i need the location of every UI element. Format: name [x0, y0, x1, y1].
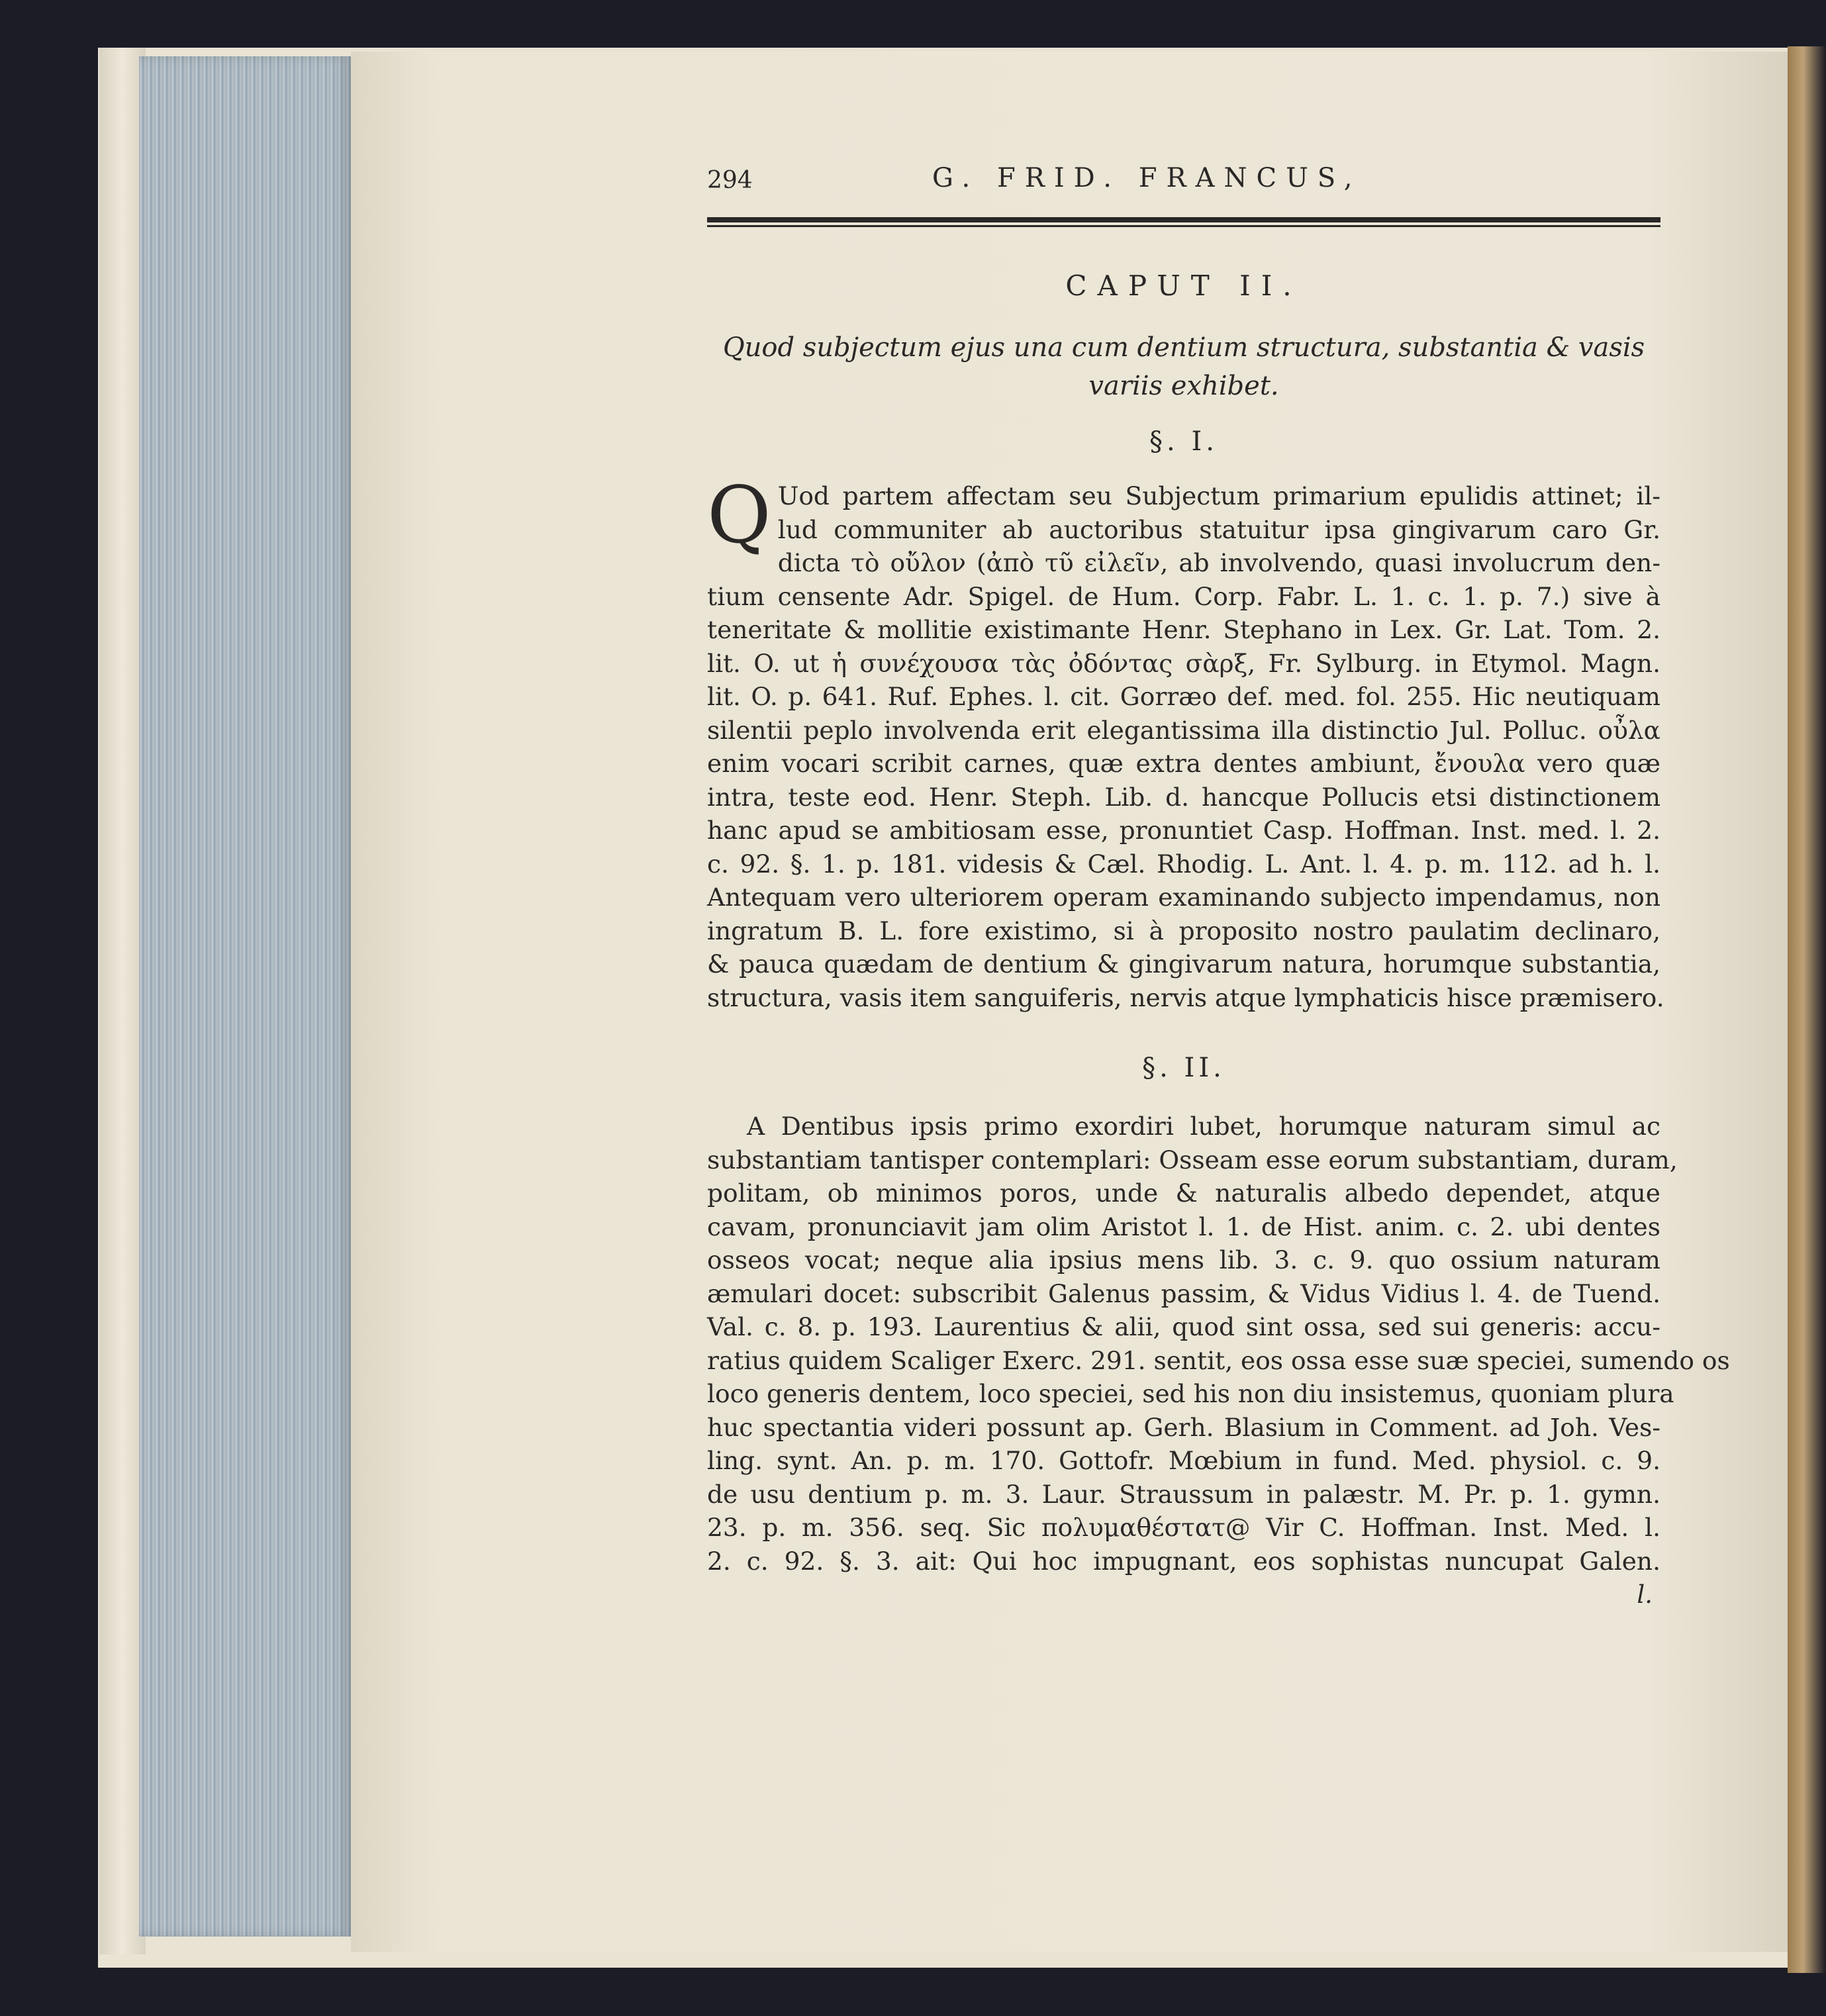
text-line: & pauca quædam de dentium & gingivarum natura, horumque substantia, — [707, 949, 1660, 979]
text-line: enim vocari scribit carnes, quæ extra dentes ambiunt, ἔνουλα vero quæ — [707, 749, 1660, 778]
chapter-heading: CAPUT II. — [1065, 269, 1302, 302]
text-line: silentii peplo involvenda erit elegantissima illa distinctio Jul. Polluc. οὖλα — [707, 715, 1660, 745]
chapter-subtitle — [707, 328, 1660, 405]
text-line: c. 92. §. 1. p. 181. videsis & Cæl. Rhodig. L. Ant. l. 4. p. m. 112. ad h. l. — [707, 849, 1660, 879]
text-line: ingratum B. L. fore existimo, si à proposito nostro paulatim declinaro, — [707, 916, 1660, 945]
text-line: lit. O. ut ἡ συνέχουσα τὰς ὀδόντας σὰρξ, Fr. Sylburg. in Etymol. Magn. — [707, 648, 1660, 678]
page-edges — [139, 56, 351, 1937]
running-title: G. FRID. FRANCUS, — [932, 163, 1362, 193]
paragraph-2 — [707, 1110, 1730, 1578]
subtitle-line: variis exhibet. — [1088, 371, 1279, 401]
text-line: ratius quidem Scaliger Exerc. 291. sentit, eos ossa esse suæ speciei, sumendo os — [707, 1345, 1730, 1375]
text-line: loco generis dentem, loco speciei, sed his non diu insistemus, quoniam plura — [707, 1379, 1674, 1408]
text-line: teneritate & mollitie existimante Henr. Stephano in Lex. Gr. Lat. Tom. 2. — [707, 615, 1660, 644]
running-head — [707, 159, 1660, 205]
text-line: ling. synt. An. p. m. 170. Gottofr. Mœbium in fund. Med. physiol. c. 9. — [707, 1446, 1660, 1475]
text-line: lud communiter ab auctoribus statuitur ipsa gingivarum caro Gr. — [777, 514, 1660, 544]
text-line: æmulari docet: subscribit Galenus passim, & Vidus Vidius l. 4. de Tuend. — [707, 1278, 1660, 1308]
drop-cap: Q — [707, 469, 771, 561]
text-line: politam, ob minimos poros, unde & naturalis albedo dependet, atque — [707, 1178, 1660, 1208]
page-content — [707, 159, 1730, 1609]
text-line: 2. c. 92. §. 3. ait: Qui hoc impugnant, eos sophistas nuncupat Galen. — [707, 1546, 1660, 1576]
head-rule-thick — [707, 217, 1660, 222]
text-line: de usu dentium p. m. 3. Laur. Straussum in palæstr. M. Pr. p. 1. gymn. — [707, 1479, 1660, 1509]
text-line: intra, teste eod. Henr. Steph. Lib. d. hancque Pollucis etsi distinctionem — [707, 782, 1660, 812]
catchword: l. — [1637, 1580, 1653, 1609]
subtitle-line: Quod subjectum ejus una cum dentium structura, substantia & vasis — [722, 332, 1645, 363]
text-line: hanc apud se ambitiosam esse, pronuntiet Casp. Hoffman. Inst. med. l. 2. — [707, 816, 1660, 845]
head-rule-thin — [707, 225, 1660, 227]
text-line: osseos vocat; neque alia ipsius mens lib. 3. c. 9. quo ossium naturam — [707, 1245, 1660, 1274]
text-line: 23. p. m. 356. seq. Sic πολυμαθέστατ@ Vir C. Hoffman. Inst. Med. l. — [707, 1513, 1660, 1542]
text-line: tium censente Adr. Spigel. de Hum. Corp. Fabr. L. 1. c. 1. p. 7.) sive à — [707, 581, 1660, 611]
text-line: Val. c. 8. p. 193. Laurentius & alii, quod sint ossa, sed sui generis: accu- — [707, 1312, 1660, 1341]
section-heading-2: §. II. — [1142, 1053, 1225, 1083]
text-line: huc spectantia videri possunt ap. Gerh. Blasium in Comment. ad Joh. Ves- — [707, 1412, 1660, 1442]
book-binding-edge — [1788, 46, 1826, 1973]
text-line: Uod partem affectam seu Subjectum primarium epulidis attinet; il- — [777, 481, 1660, 510]
text-line: Antequam vero ulteriorem operam examinando subjecto impendamus, non — [707, 883, 1660, 912]
text-line: lit. O. p. 641. Ruf. Ephes. l. cit. Gorræo def. med. fol. 255. Hic neutiquam — [707, 682, 1660, 711]
section-heading-1: §. I. — [1149, 426, 1218, 457]
text-line: cavam, pronunciavit jam olim Aristot l. 1. de Hist. anim. c. 2. ubi dentes — [707, 1212, 1660, 1241]
text-line: dicta τὸ οὔλον (ἀπὸ τῦ εἰλεῖν, ab involvendo, quasi involucrum den- — [777, 548, 1660, 577]
text-line: structura, vasis item sanguiferis, nervis atque lymphaticis hisce præmisero. — [707, 983, 1664, 1012]
text-line: substantiam tantisper contemplari: Osseam esse eorum substantiam, duram, — [707, 1145, 1678, 1175]
paragraph-1 — [707, 469, 1664, 1014]
text-line: A Dentibus ipsis primo exordiri lubet, horumque naturam simul ac — [747, 1112, 1660, 1141]
page-number: 294 — [707, 167, 753, 194]
